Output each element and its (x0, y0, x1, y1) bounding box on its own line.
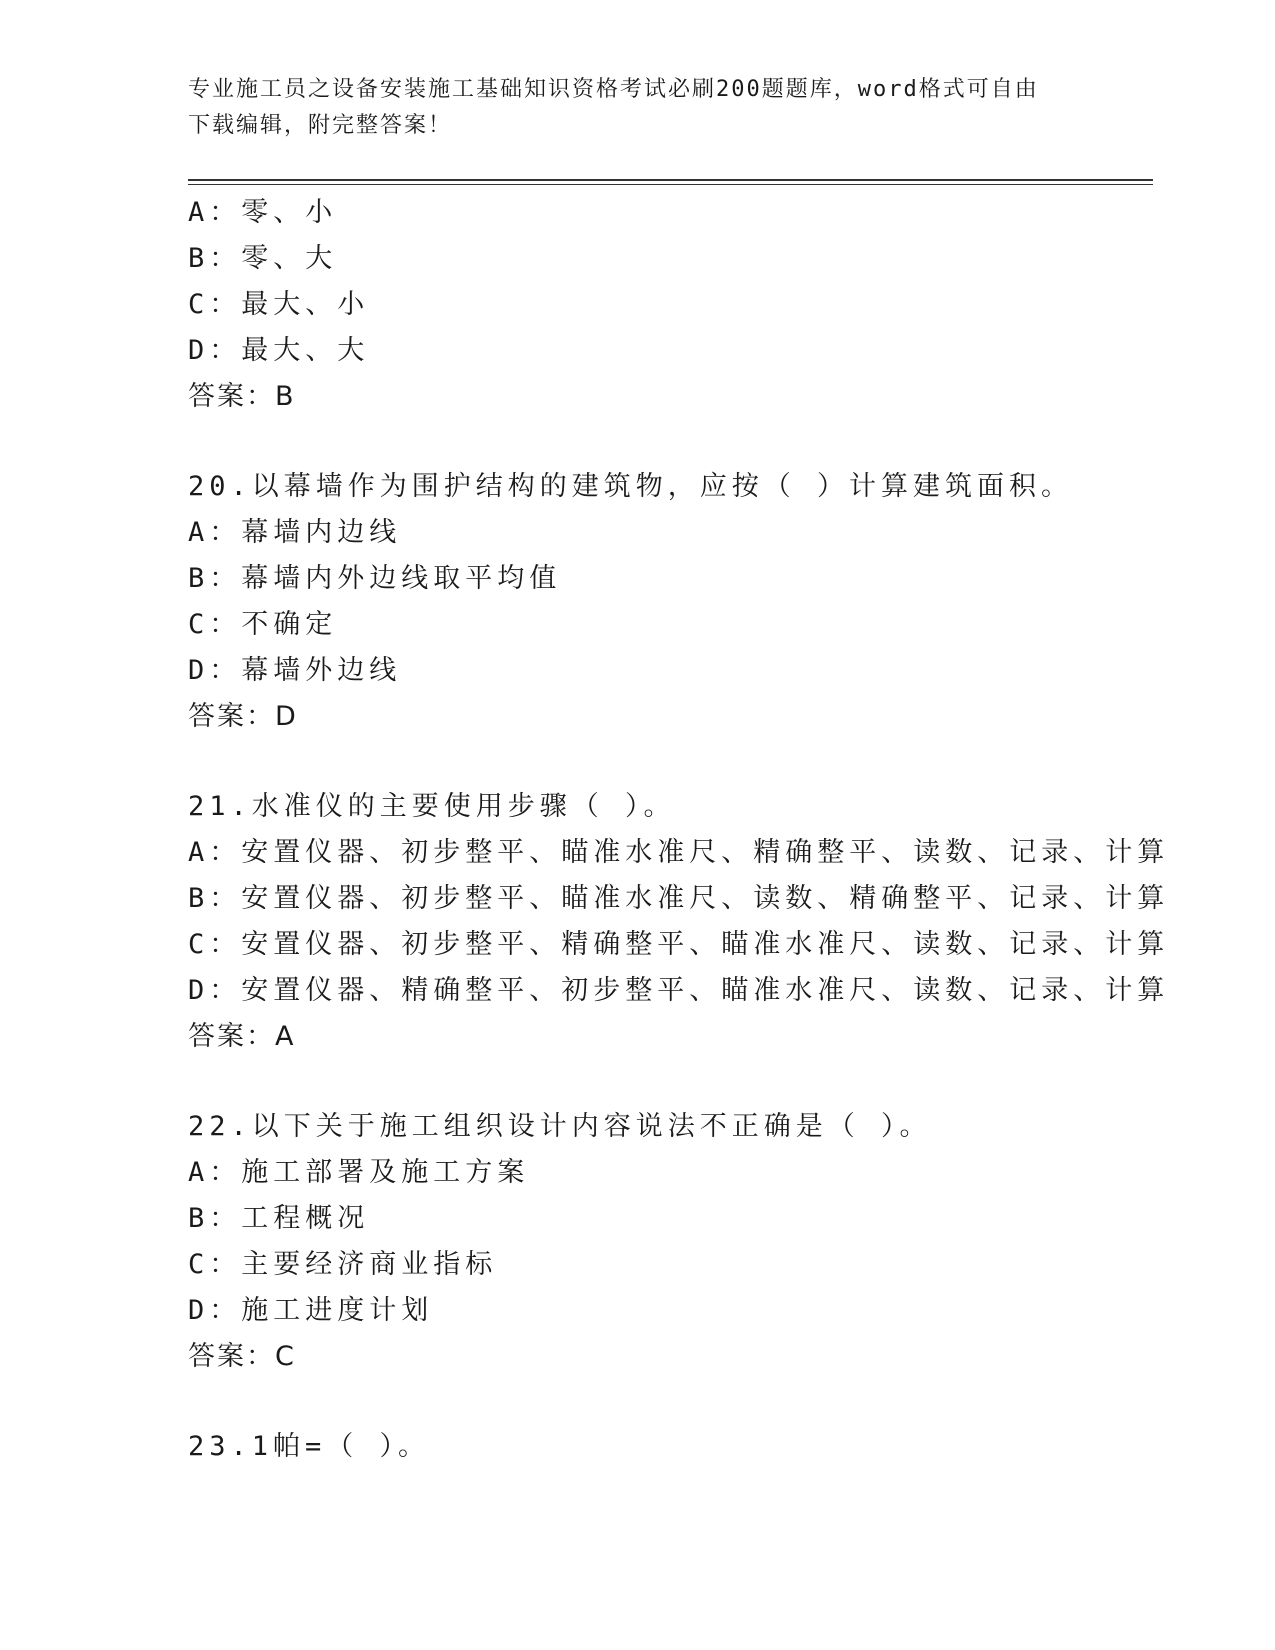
question-block-20 (188, 464, 1148, 740)
option-b: B：工程概况 (188, 1203, 370, 1234)
answer-label: 答案：A (188, 1021, 296, 1052)
option-a: A：幕墙内边线 (188, 517, 402, 548)
option-c: C：安置仪器、初步整平、精确整平、瞄准水准尺、读数、记录、计算 (188, 929, 1170, 960)
question-list (188, 190, 1170, 1470)
question-block-19 (188, 190, 1148, 420)
header-line-1: 专业施工员之设备安装施工基础知识资格考试必刷200题题库，word格式可自由 (188, 77, 1039, 102)
option-b: B：安置仪器、初步整平、瞄准水准尺、读数、精确整平、记录、计算 (188, 883, 1170, 914)
option-d: D：幕墙外边线 (188, 655, 402, 686)
question-block-22 (188, 1104, 1148, 1380)
option-d: D：施工进度计划 (188, 1295, 434, 1326)
option-d: D：安置仪器、精确整平、初步整平、瞄准水准尺、读数、记录、计算 (188, 975, 1170, 1006)
option-a: A：施工部署及施工方案 (188, 1157, 530, 1188)
option-d: D：最大、大 (188, 335, 370, 366)
question-text: 23.1帕=（ ）。 (188, 1431, 431, 1462)
option-b: B：零、大 (188, 243, 338, 274)
option-b: B：幕墙内外边线取平均值 (188, 563, 562, 594)
question-text: 22.以下关于施工组织设计内容说法不正确是（ ）。 (188, 1111, 932, 1142)
question-text: 20.以幕墙作为围护结构的建筑物，应按（ ）计算建筑面积。 (188, 471, 1074, 502)
option-a: A：零、小 (188, 197, 338, 228)
answer-label: 答案：D (188, 701, 298, 732)
option-c: C：主要经济商业指标 (188, 1249, 498, 1280)
header-line-2: 下载编辑，附完整答案！ (188, 113, 453, 138)
question-text: 21.水准仪的主要使用步骤（ ）。 (188, 791, 676, 822)
question-block-23 (188, 1424, 1148, 1470)
header-divider-thick (188, 179, 1153, 181)
option-a: A：安置仪器、初步整平、瞄准水准尺、精确整平、读数、记录、计算 (188, 837, 1170, 868)
option-c: C：不确定 (188, 609, 338, 640)
document-header (188, 72, 1068, 144)
header-divider-thin (188, 184, 1153, 185)
answer-label: 答案：C (188, 1341, 296, 1372)
question-block-21 (188, 784, 1170, 1060)
answer-label: 答案：B (188, 381, 296, 412)
option-c: C：最大、小 (188, 289, 370, 320)
